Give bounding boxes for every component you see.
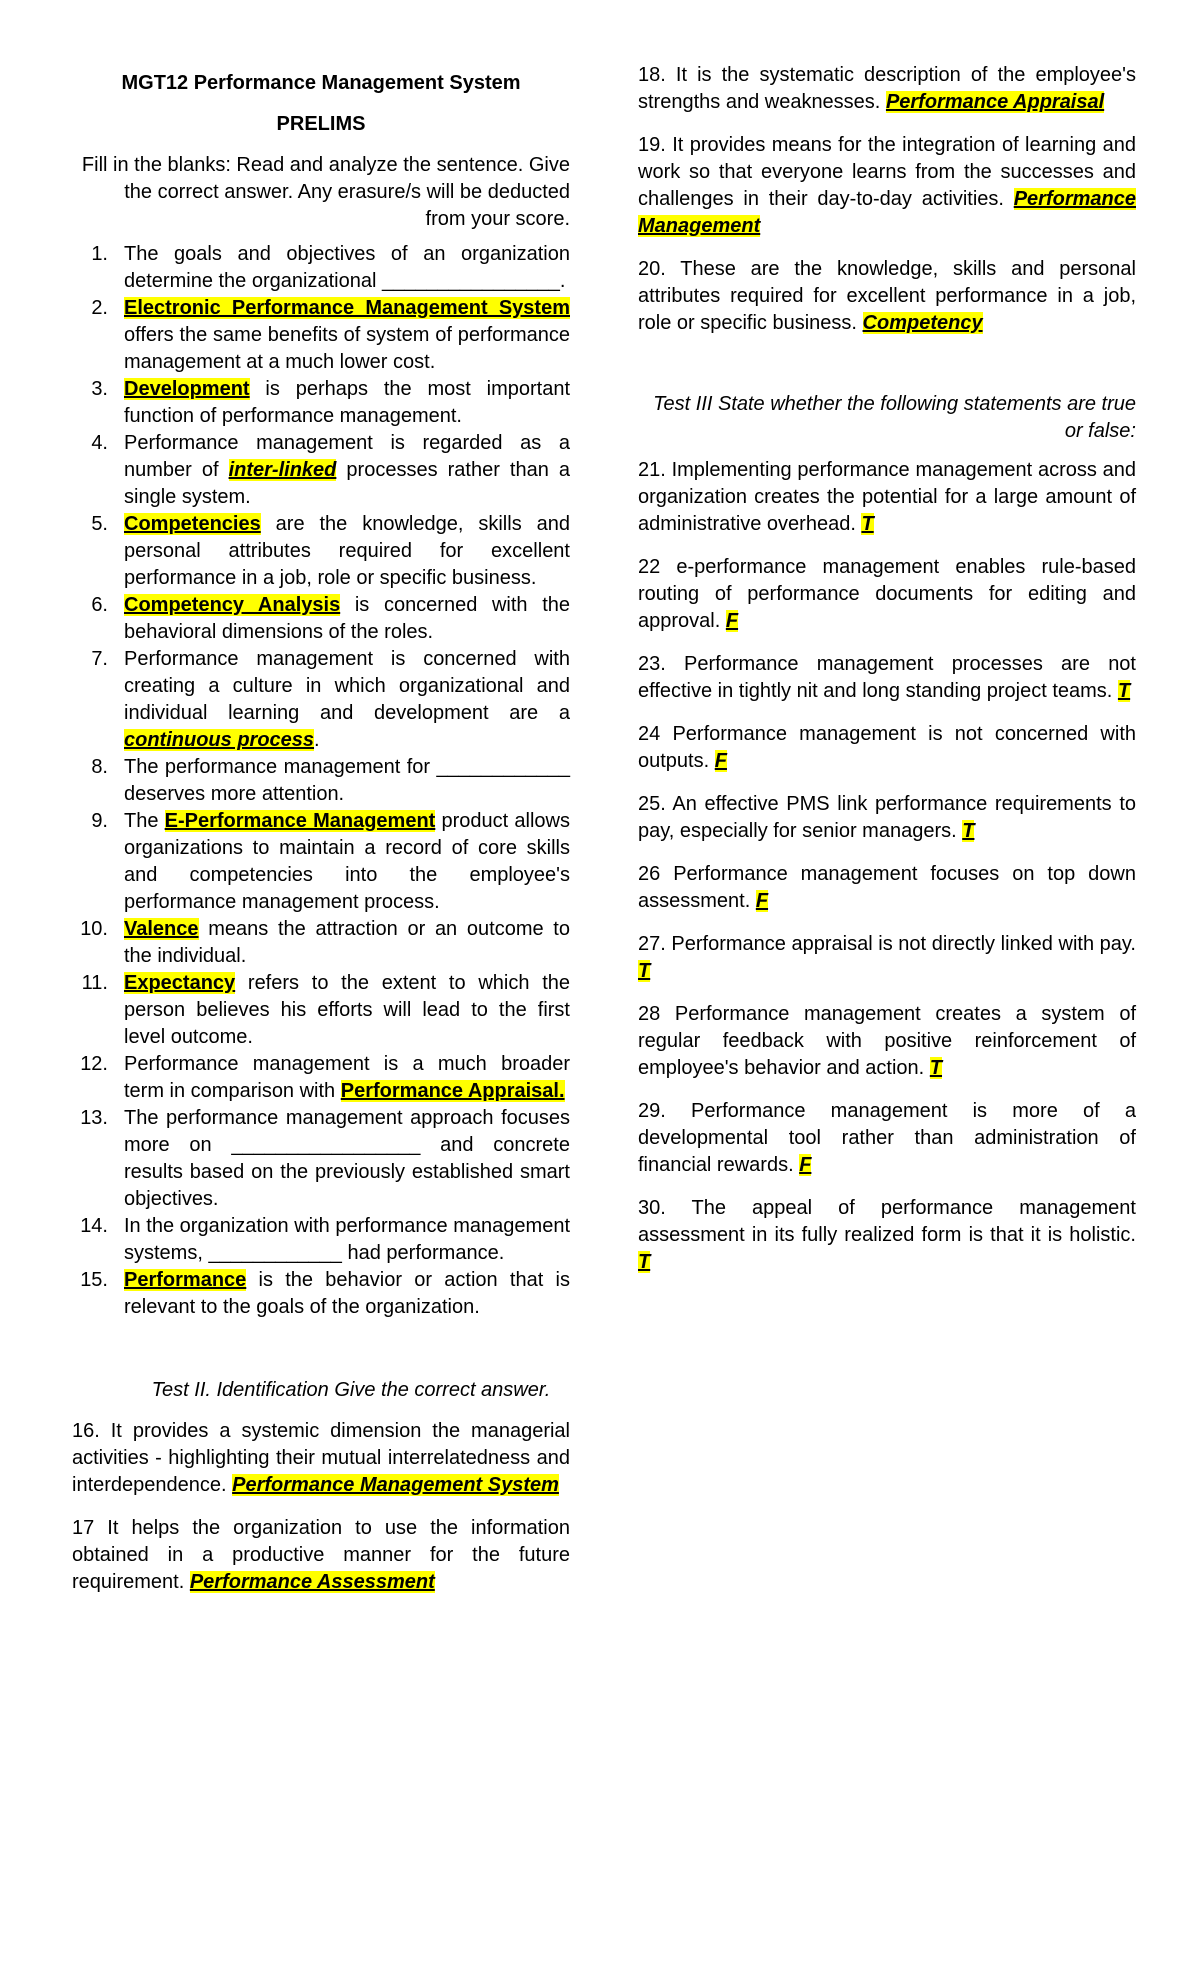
list-item: 10. Valence means the attraction or an outcome to the individual. xyxy=(80,918,570,967)
question-19: 19. It provides means for the integration of learning and work so that everyone learns from the successes and challenges in their day-to-day activities. Performance Management xyxy=(638,134,1136,237)
question-16: 16. It provides a systemic dimension the managerial activities - highlighting their mutual interrelatedness and interdependence. Performance Management System xyxy=(72,1420,570,1496)
highlighted-answer: Performance xyxy=(124,1269,247,1291)
highlighted-answer: F xyxy=(799,1154,812,1176)
document-title: MGT12 Performance Management System xyxy=(121,72,521,94)
list-item: 3. Development is perhaps the most important function of performance management. xyxy=(91,378,570,427)
question-20: 20. These are the knowledge, skills and personal attributes required for excellent performance in a job, role or specific business. Competency xyxy=(638,258,1136,334)
question-29: 29. Performance management is more of a developmental tool rather than administration of financial rewards. F xyxy=(638,1100,1136,1176)
list-item: 7. Performance management is concerned with creating a culture in which organizational and individual learning and development are a continuous process. xyxy=(91,648,570,751)
question-23: 23. Performance management processes are not effective in tightly nit and long standing project teams. T xyxy=(638,653,1136,702)
highlighted-answer: T xyxy=(929,1057,943,1079)
question-24: 24 Performance management is not concerned with outputs. F xyxy=(638,723,1136,772)
question-25: 25. An effective PMS link performance requirements to pay, especially for senior managers. T xyxy=(638,793,1136,842)
list-item: 15. Performance is the behavior or action that is relevant to the goals of the organization. xyxy=(80,1269,570,1318)
question-22: 22 e-performance management enables rule-based routing of performance documents for editing and approval. F xyxy=(638,556,1136,632)
question-17: 17 It helps the organization to use the information obtained in a productive manner for the future requirement. Performance Assessment xyxy=(72,1517,570,1593)
instructions: Fill in the blanks: Read and analyze the sentence. Give the correct answer. Any erasure/s will be deducted from your score. xyxy=(81,154,570,230)
highlighted-answer: E-Performance Management xyxy=(164,810,436,832)
list-item: 13. The performance management approach focuses more on _________________ and concrete results based on the previously established smart objectives. xyxy=(80,1107,570,1210)
list-item: 14. In the organization with performance management systems, ____________ had performance. xyxy=(80,1215,570,1264)
highlighted-answer: F xyxy=(755,890,769,912)
list-item: 12. Performance management is a much broader term in comparison with Performance Appraisal. xyxy=(80,1053,570,1102)
list-item: 6. Competency Analysis is concerned with the behavioral dimensions of the roles. xyxy=(91,594,571,643)
list-item: 5. Competencies are the knowledge, skills and personal attributes required for excellent performance in a job, role or specific business. xyxy=(91,513,570,589)
answer-blank: ________________ xyxy=(381,270,560,292)
list-item: 11. Expectancy refers to the extent to which the person believes his efforts will lead to the first level outcome. xyxy=(81,972,570,1048)
list-item: 2. Electronic Performance Management System offers the same benefits of system of performance management at a much lower cost. xyxy=(91,297,570,373)
highlighted-answer: Performance Assessment xyxy=(189,1571,435,1593)
answer-blank: ____________ xyxy=(208,1242,342,1264)
highlighted-answer: Electronic Performance Management System xyxy=(124,297,570,319)
question-18: 18. It is the systematic description of the employee's strengths and weaknesses. Performance Appraisal xyxy=(638,64,1136,113)
highlighted-answer: F xyxy=(725,610,739,632)
question-28: 28 Performance management creates a system of regular feedback with positive reinforcement of employee's behavior and action. T xyxy=(638,1003,1136,1079)
question-27: 27. Performance appraisal is not directly linked with pay. T xyxy=(638,933,1136,982)
highlighted-answer: Competency xyxy=(862,312,983,334)
left-column xyxy=(72,62,570,1612)
highlighted-answer: inter-linked xyxy=(228,459,337,481)
question-21: 21. Implementing performance management across and organization creates the potential for a large amount of administrative overhead. T xyxy=(638,459,1136,535)
highlighted-answer: Competency Analysis xyxy=(124,594,341,616)
highlighted-answer: Development xyxy=(124,378,250,400)
highlighted-answer: Performance Management System xyxy=(232,1474,559,1496)
highlighted-answer: Performance Appraisal. xyxy=(340,1080,565,1102)
test-iii-heading: Test III State whether the following statements are true or false: xyxy=(653,393,1136,442)
list-item: 9. The E-Performance Management product allows organizations to maintain a record of core skills and competencies into the employee's performance management process. xyxy=(91,810,570,913)
list-item: 1. The goals and objectives of an organization determine the organizational ________________. xyxy=(91,243,570,292)
test-ii-heading: Test II. Identification Give the correct answer. xyxy=(151,1379,551,1401)
list-item: 4. Performance management is regarded as a number of inter-linked processes rather than a single system. xyxy=(91,432,570,508)
question-30: 30. The appeal of performance management assessment in its fully realized form is that it is holistic. T xyxy=(638,1197,1136,1273)
exam-subtitle: PRELIMS xyxy=(276,113,366,135)
highlighted-answer: T xyxy=(861,513,874,535)
highlighted-answer: Expectancy xyxy=(124,972,236,994)
highlighted-answer: continuous process xyxy=(124,729,315,751)
highlighted-answer: T xyxy=(1117,680,1131,702)
fill-in-blanks-list xyxy=(72,241,570,1321)
highlighted-answer: T xyxy=(962,820,975,842)
highlighted-answer: Performance Appraisal xyxy=(885,91,1105,113)
list-item: 8. The performance management for ____________ deserves more attention. xyxy=(91,756,570,805)
question-26: 26 Performance management focuses on top down assessment. F xyxy=(638,863,1136,912)
highlighted-answer: Performance Management xyxy=(638,188,1136,237)
highlighted-answer: T xyxy=(638,1251,651,1273)
highlighted-answer: Valence xyxy=(124,918,199,940)
answer-blank: ____________ xyxy=(436,756,570,778)
highlighted-answer: T xyxy=(638,960,651,982)
highlighted-answer: Competencies xyxy=(124,513,261,535)
highlighted-answer: F xyxy=(714,750,727,772)
answer-blank: _________________ xyxy=(231,1134,421,1156)
right-column xyxy=(638,62,1136,1292)
